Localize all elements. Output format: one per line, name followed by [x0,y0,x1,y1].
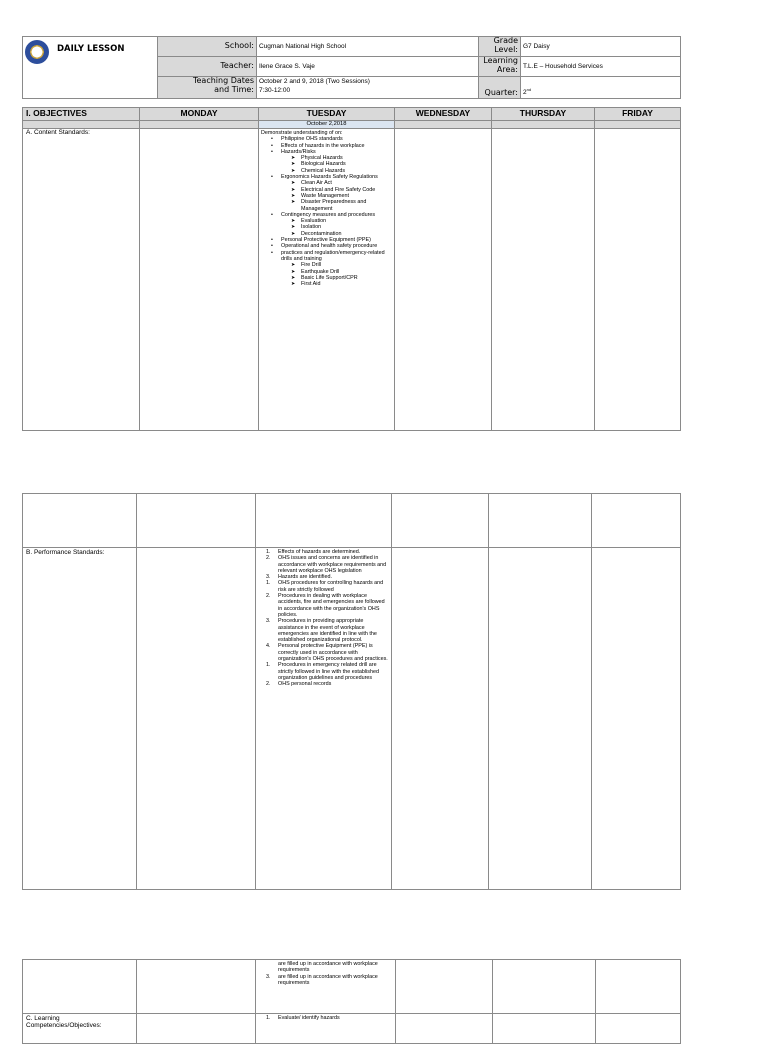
quarter-value [521,77,681,99]
grade-value: G7 Daisy [521,37,681,57]
date-monday [140,121,259,129]
day-friday: FRIDAY [595,108,681,121]
content-standards-label: A. Content Standards: [23,129,140,431]
tuesday-continued [256,960,396,1014]
p3-blank-wednesday [396,960,493,1014]
content-standard-subitem: ➤ First Aid [261,281,392,287]
blank-label-cell [23,494,137,548]
content-standard-subitem: ➤ Fire Drill [261,262,392,268]
blank-monday [137,494,256,548]
tuesday-competencies [256,1014,396,1044]
competencies-list [258,1015,393,1021]
p3-blank-label [23,960,137,1014]
thursday-performance [489,548,592,890]
dates-value [257,77,479,99]
content-standards-list [261,136,392,287]
content-standard-subitem: ➤ Clean Air Act [261,180,392,186]
p3-blank-friday [596,960,681,1014]
monday-competencies [137,1014,256,1044]
content-standard-sublist [261,262,392,287]
friday-performance [592,548,681,890]
content-standard-subitem: ➤ Earthquake Drill [261,269,392,275]
performance-standards-label: B. Performance Standards: [23,548,137,890]
blank-thursday [489,494,592,548]
title-cell [23,37,158,99]
quarter-label: Quarter: [479,77,521,99]
area-value: T.L.E – Household Services [521,57,681,77]
objectives-heading: I. OBJECTIVES [23,108,140,121]
content-standard-subitem: ➤ Isolation [261,224,392,230]
dates-label: Teaching Dates and Time: [158,77,257,99]
blank-tuesday [256,494,392,548]
date-thursday [492,121,595,129]
date-row-spacer [23,121,140,129]
friday-content [595,129,681,431]
content-standard-text: practices and regulation/emergency-related drills and training [281,249,385,262]
content-standard-item [261,250,392,288]
continued-list [258,974,393,987]
blank-friday [592,494,681,548]
date-friday [595,121,681,129]
performance-standard-item: 4. Personal protective Equipment (PPE) is correctly used in accordance with organization's OHS procedures and practices. [258,643,389,662]
performance-standards-list [258,549,389,688]
day-wednesday: WEDNESDAY [395,108,492,121]
content-standard-subitem: ➤ Decontamination [261,231,392,237]
content-standard-subitem: ➤ Basic Life Support/CPR [261,275,392,281]
wednesday-content [395,129,492,431]
deped-seal-icon [25,40,49,64]
tuesday-content-standards [259,129,395,431]
teacher-label: Teacher: [158,57,257,77]
content-standard-text: Effects of hazards in the workplace [281,142,365,149]
day-tuesday: TUESDAY [259,108,395,121]
blank-wednesday [392,494,489,548]
page-title: DAILY LESSON [57,44,125,54]
grade-label: Grade Level: [479,37,521,57]
dates-text: October 2 and 9, 2018 (Two Sessions) [259,78,370,85]
wednesday-competencies [396,1014,493,1044]
content-standard-sublist [261,180,392,211]
performance-standard-item: 1. OHS procedures for controlling hazards and risk are strictly followed [258,580,389,593]
tuesday-performance-standards [256,548,392,890]
objectives-table-page2 [22,493,681,890]
content-standard-text: Philippine OHS standards [281,136,343,143]
school-value: Cugman National High School [257,37,479,57]
objectives-table [22,107,681,431]
content-standard-text: Ergonomics Hazards Safety Regulations [281,174,378,181]
content-standard-item [261,149,392,174]
friday-competencies [596,1014,681,1044]
quarter-suffix: nd [526,86,532,92]
performance-standard-item: 3. Procedures in providing appropriate assistance in the event of workplace emergencies are identified in line with the established organizational protocol. [258,618,389,643]
content-standard-item [261,212,392,237]
continued-text: are filled up in accordance with workplace requirements [278,961,378,974]
time-text: 7:30-12:00 [259,87,291,94]
teacher-value: Ilene Grace S. Vaje [257,57,479,77]
learning-competencies-label: C. Learning Competencies/Objectives: [23,1014,137,1044]
content-standard-subitem: ➤ Disaster Preparedness and Management [261,199,392,212]
objectives-table-page3 [22,959,681,1044]
content-standard-text: Hazards/Risks [281,148,316,155]
p3-blank-monday [137,960,256,1014]
day-thursday: THURSDAY [492,108,595,121]
continued-item: 3. are filled up in accordance with workplace requirements [258,974,393,987]
content-standard-sublist [261,155,392,174]
content-standard-subitem: ➤ Evaluation [261,218,392,224]
content-standard-subitem: ➤ Biological Hazards [261,161,392,167]
content-intro: Demonstrate understanding of on: [261,130,343,136]
monday-content [140,129,259,431]
performance-standard-item: 1. Procedures in emergency related drill are strictly followed in line with the established organization guidelines and procedures [258,662,389,681]
lesson-header [22,36,681,99]
content-standard-text: Operational and health safety procedure [281,243,378,250]
area-label: Learning Area: [479,57,521,77]
performance-standard-item: 2. Procedures in dealing with workplace accidents, fire and emergencies are followed in accordance with the organization's OHS policies. [258,593,389,618]
p3-blank-thursday [493,960,596,1014]
performance-standard-item: 1. Effects of hazards are determined. [258,549,389,555]
content-standard-subitem: ➤ Chemical Hazards [261,168,392,174]
day-monday: MONDAY [140,108,259,121]
performance-standard-item: 2. OHS personal records [258,681,389,687]
quarter-number: 2 [523,89,527,96]
date-tuesday: October 2,2018 [259,121,395,129]
date-wednesday [395,121,492,129]
competency-item: 1. Evaluate/ identify hazards [258,1015,393,1021]
content-standard-subitem: ➤ Electrical and Fire Safety Code [261,187,392,193]
performance-standard-item: 2. OHS issues and concerns are identified in accordance with workplace requirements and relevant workplace OHS legislation [258,555,389,574]
content-standard-sublist [261,218,392,237]
monday-performance [137,548,256,890]
thursday-content [492,129,595,431]
content-standard-text: Contingency measures and procedures [281,211,376,218]
wednesday-performance [392,548,489,890]
thursday-competencies [493,1014,596,1044]
content-standard-subitem: ➤ Physical Hazards [261,155,392,161]
performance-standard-item: 3. Hazards are identified. [258,574,389,580]
school-label: School: [158,37,257,57]
content-standard-item [261,174,392,212]
content-standard-text: Personal Protective Equipment (PPE) [281,237,371,244]
content-standard-subitem: ➤ Waste Management [261,193,392,199]
